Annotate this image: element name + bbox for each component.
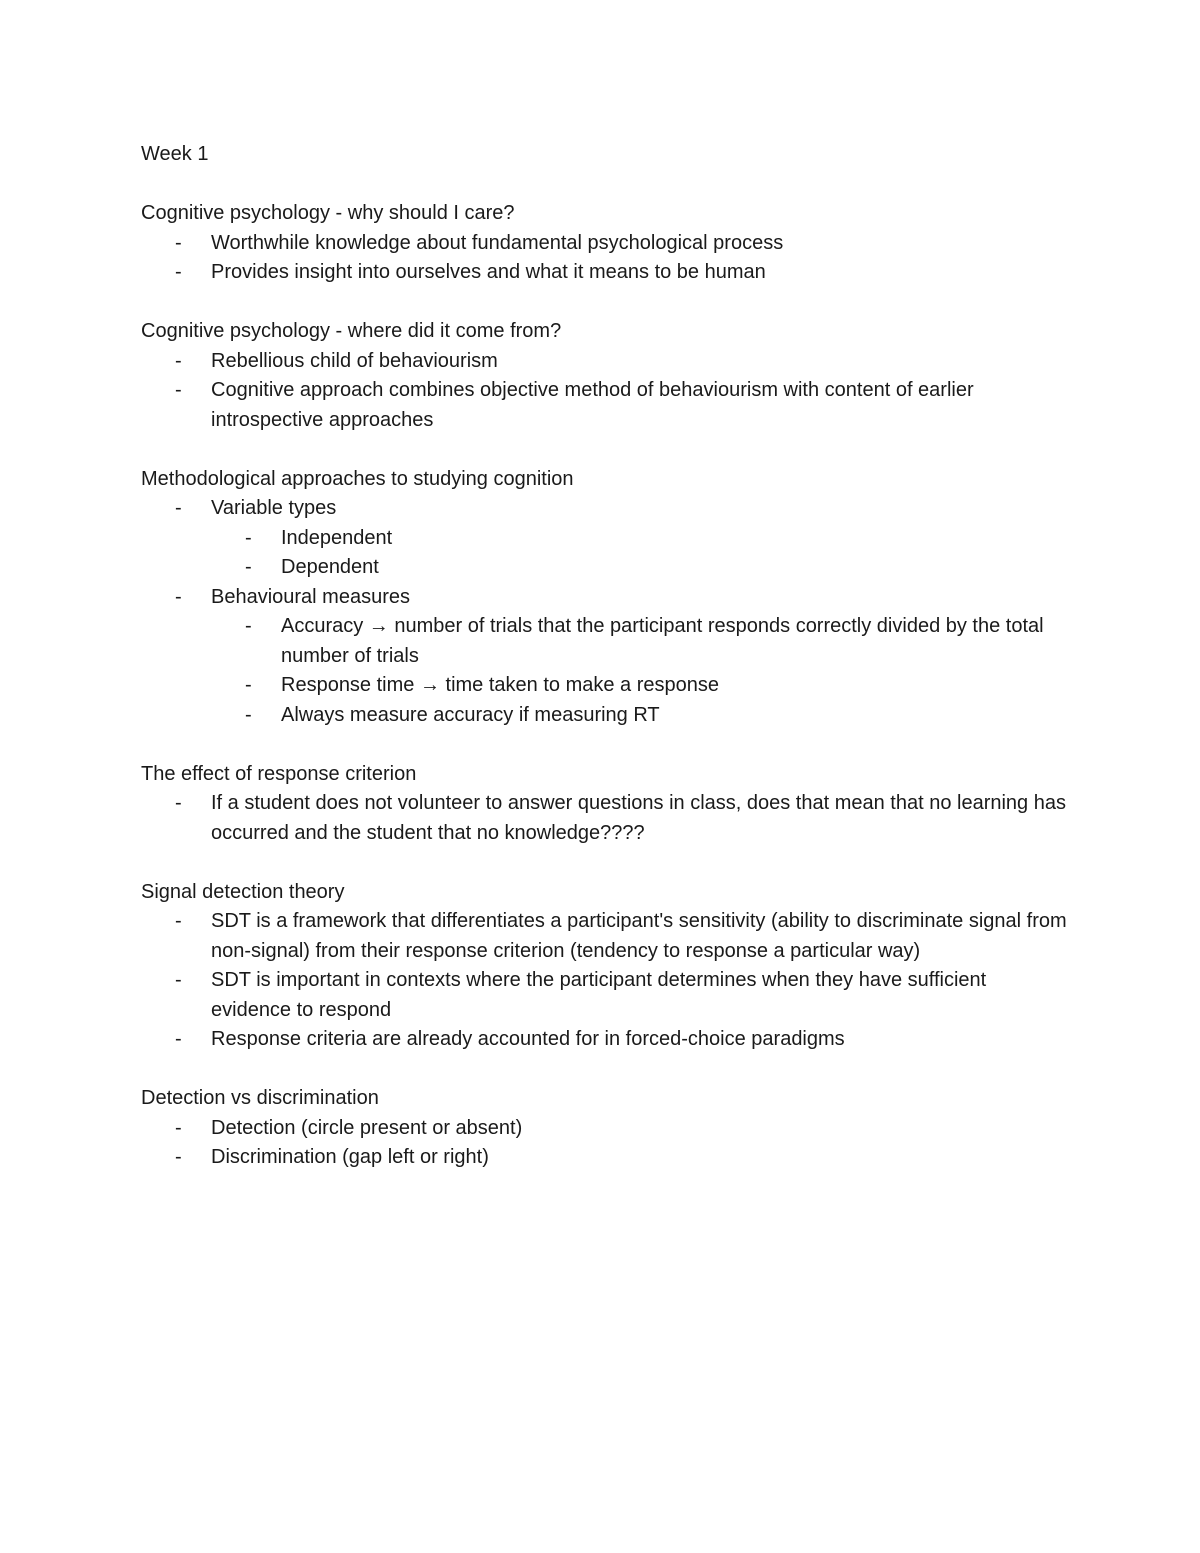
list-item-text: SDT is a framework that differentiates a participant's sensitivity (ability to discriminate signal from non-signal) from their response criterion (tendency to response a particular way) (211, 910, 1067, 962)
list-item-text: Provides insight into ourselves and what it means to be human (211, 261, 766, 283)
section-heading: Signal detection theory (141, 880, 345, 903)
dash-bullet-icon: - (175, 261, 182, 283)
list-item (141, 1025, 1071, 1055)
note-section (141, 760, 1071, 849)
section-heading: Cognitive psychology - why should I care? (141, 202, 515, 224)
section-heading: Methodological approaches to studying cognition (141, 467, 574, 490)
list-item (141, 1143, 1071, 1173)
dash-bullet-icon: - (175, 497, 182, 519)
list-item (141, 494, 1071, 583)
section-heading: Detection vs discrimination (141, 1087, 379, 1109)
note-section (141, 199, 1071, 288)
list-item (141, 229, 1071, 259)
sub-list-item-text: Response time → time taken to make a response (281, 674, 719, 696)
dash-bullet-icon: - (245, 703, 252, 726)
sub-list-item (211, 524, 1071, 554)
bullet-list (141, 347, 1071, 436)
dash-bullet-icon: - (175, 585, 182, 608)
list-item (141, 966, 1071, 1025)
dash-bullet-icon: - (245, 556, 252, 578)
list-item-text: Cognitive approach combines objective method of behaviourism with content of earlier introspective approaches (211, 379, 974, 431)
list-item-text: Worthwhile knowledge about fundamental psychological process (211, 231, 784, 254)
sub-list-item-text: Accuracy → number of trials that the participant responds correctly divided by the total number of trials (281, 615, 1044, 667)
sub-list-item (211, 612, 1071, 671)
page-title: Week 1 (141, 143, 209, 165)
dash-bullet-icon: - (175, 910, 182, 932)
note-section (141, 465, 1071, 731)
bullet-list (141, 907, 1071, 1055)
dash-bullet-icon: - (175, 349, 182, 372)
list-item-text: Behavioural measures (211, 585, 410, 608)
document-page (141, 140, 1071, 1202)
dash-bullet-icon: - (175, 379, 182, 401)
list-item-text: If a student does not volunteer to answer questions in class, does that mean that no learning has occurred and the student that no knowledge???? (211, 792, 1066, 844)
sub-list-item-text: Dependent (281, 556, 379, 578)
list-item-text: Response criteria are already accounted for in forced-choice paradigms (211, 1028, 845, 1050)
list-item-text: SDT is important in contexts where the participant determines when they have sufficient evidence to respond (211, 969, 987, 1021)
section-heading: The effect of response criterion (141, 762, 417, 785)
list-item (141, 1114, 1071, 1144)
list-item (141, 789, 1071, 848)
dash-bullet-icon: - (175, 1146, 182, 1168)
list-item-text: Variable types (211, 497, 337, 519)
list-item-text: Detection (circle present or absent) (211, 1116, 523, 1139)
dash-bullet-icon: - (245, 615, 252, 637)
sub-list-item (211, 553, 1071, 583)
list-item-text: Discrimination (gap left or right) (211, 1146, 489, 1168)
sub-list-item-text: Independent (281, 526, 393, 549)
dash-bullet-icon: - (175, 1116, 182, 1139)
bullet-list (141, 494, 1071, 730)
bullet-list (141, 1114, 1071, 1173)
bullet-list (141, 789, 1071, 848)
note-section (141, 317, 1071, 435)
bullet-list (141, 229, 1071, 288)
list-item (141, 907, 1071, 966)
list-item (141, 376, 1071, 435)
sub-list-item-text: Always measure accuracy if measuring RT (281, 703, 660, 726)
dash-bullet-icon: - (175, 1028, 182, 1050)
dash-bullet-icon: - (245, 674, 252, 696)
dash-bullet-icon: - (175, 231, 182, 254)
sub-bullet-list (211, 524, 1071, 583)
section-heading: Cognitive psychology - where did it come from? (141, 320, 562, 342)
list-item (141, 347, 1071, 377)
dash-bullet-icon: - (175, 969, 182, 991)
dash-bullet-icon: - (175, 792, 182, 814)
sub-bullet-list (211, 612, 1071, 730)
sub-list-item (211, 701, 1071, 731)
list-item-text: Rebellious child of behaviourism (211, 349, 498, 372)
sections-container (141, 199, 1071, 1173)
dash-bullet-icon: - (245, 526, 252, 549)
sub-list-item (211, 671, 1071, 701)
note-section (141, 1084, 1071, 1173)
note-section (141, 878, 1071, 1055)
list-item (141, 583, 1071, 731)
list-item (141, 258, 1071, 288)
